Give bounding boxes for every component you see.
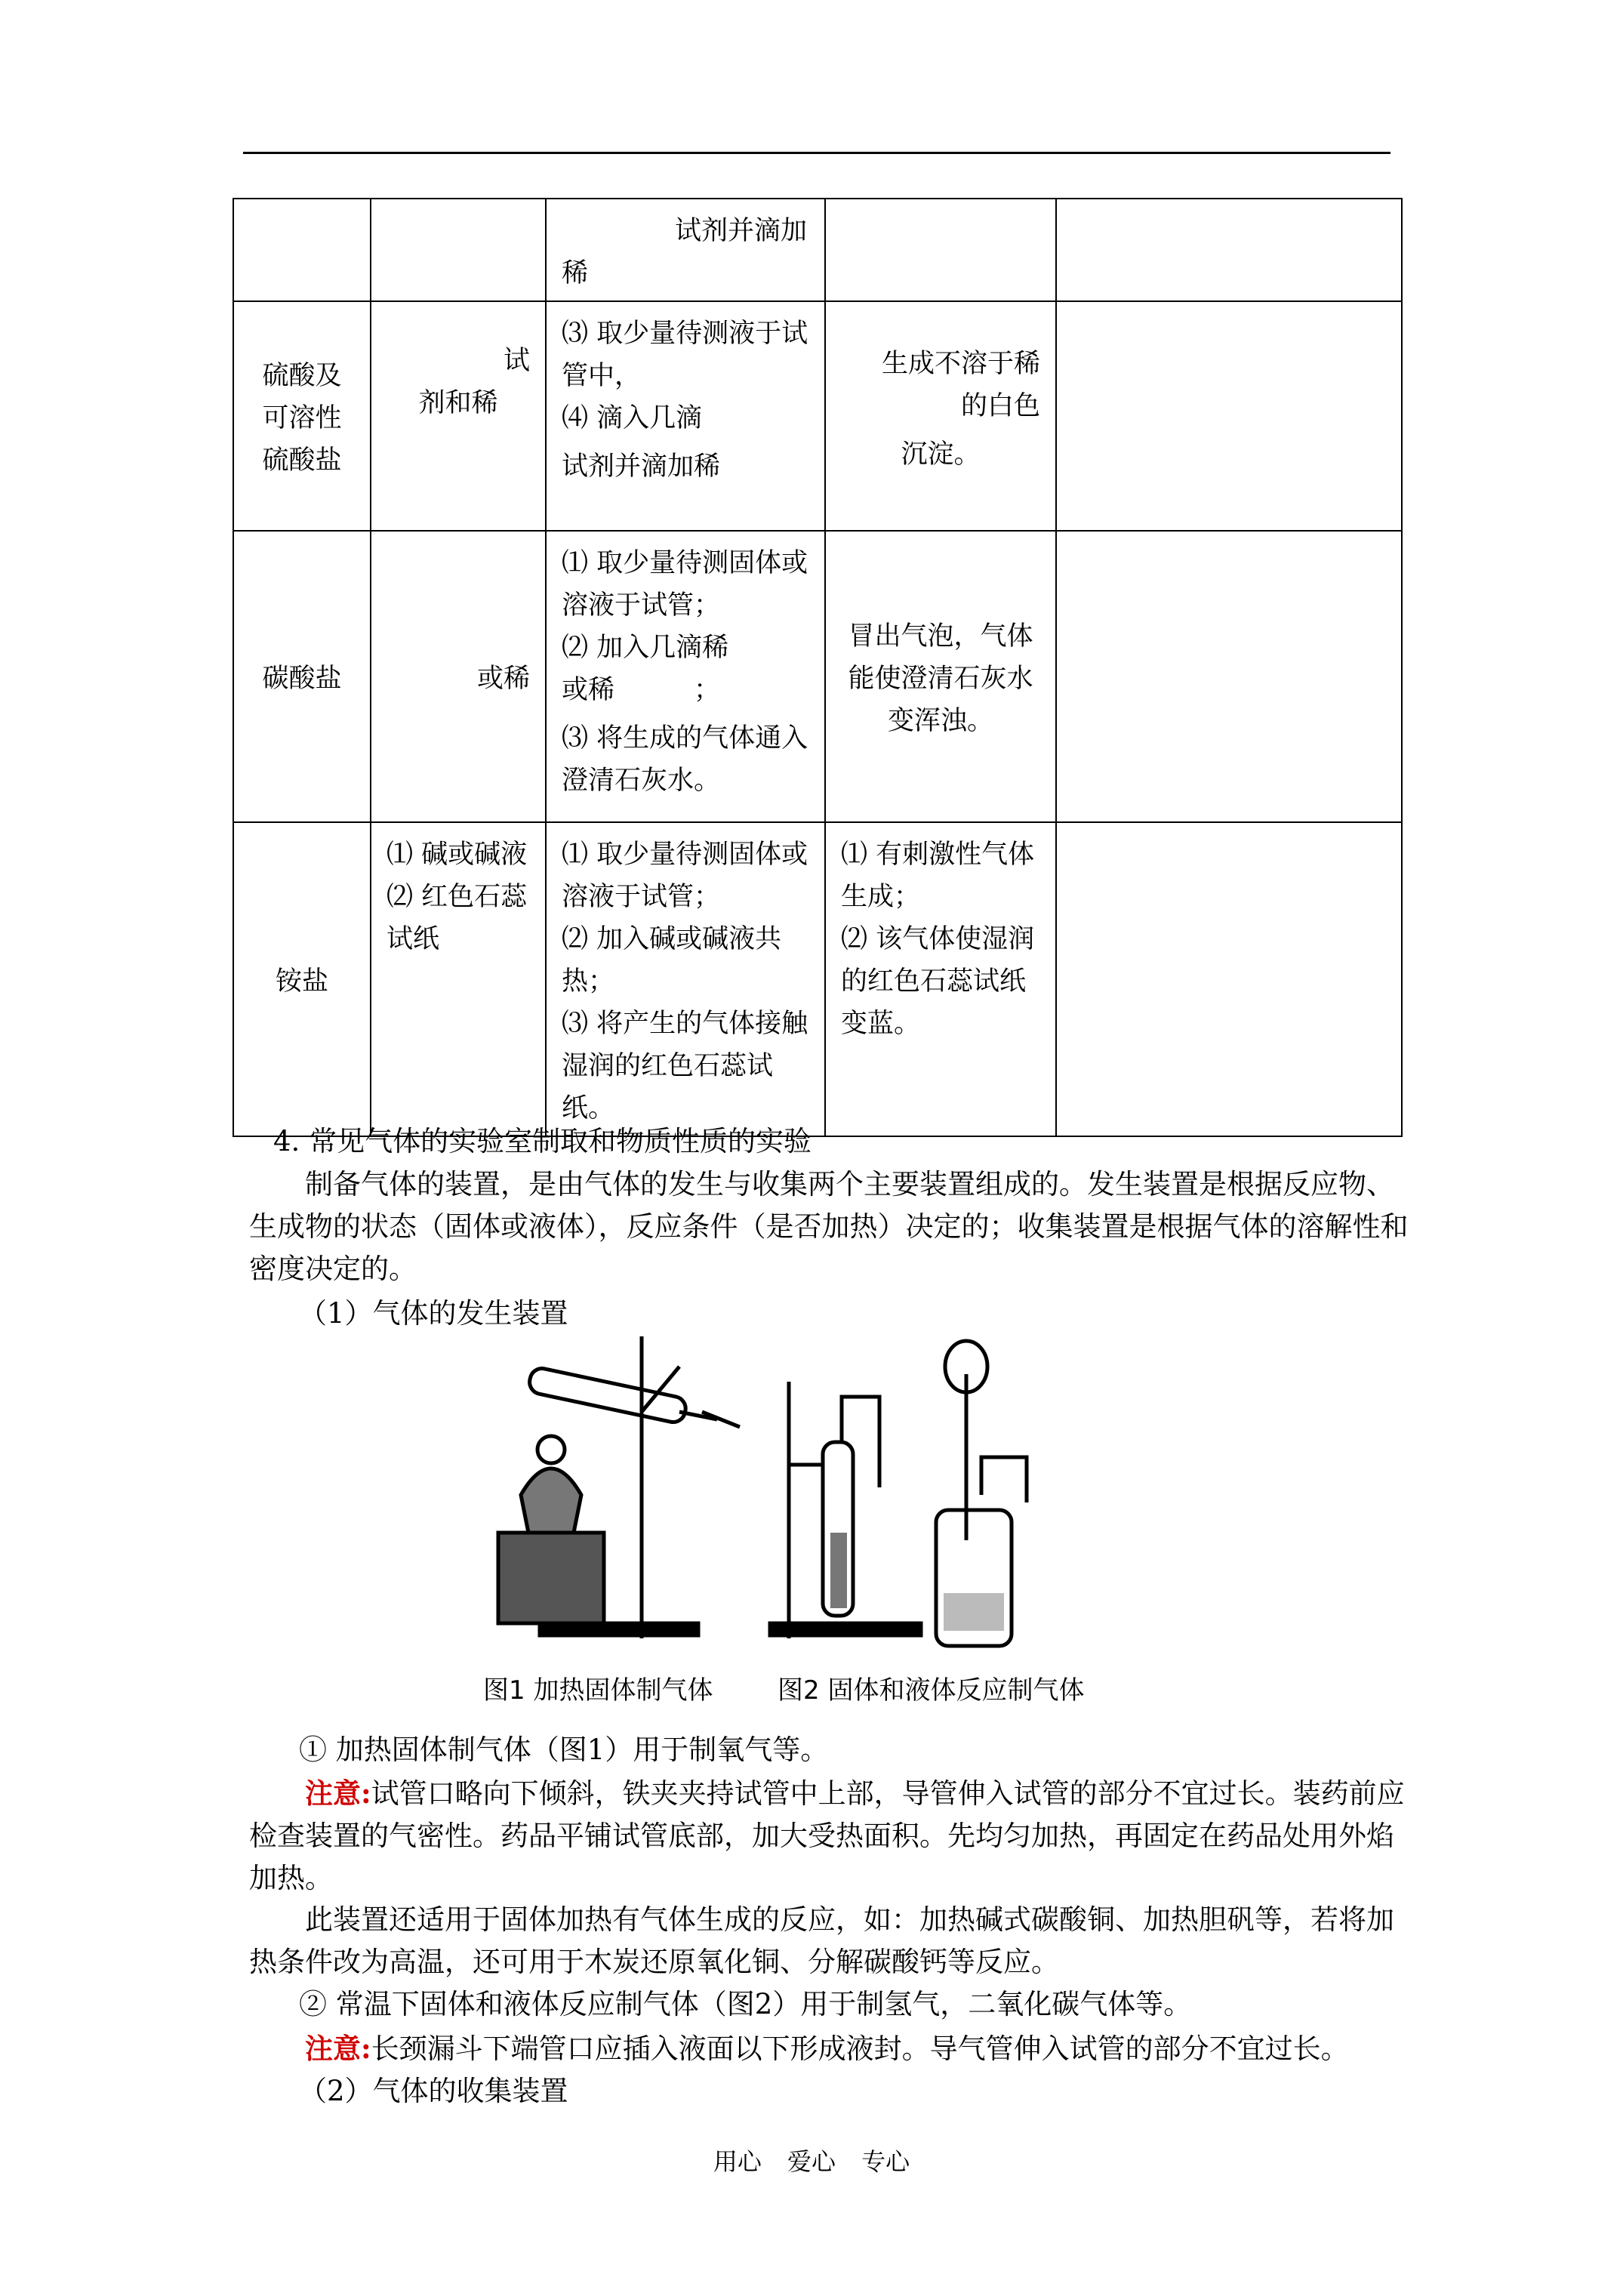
method-line: 稀 [562,258,589,288]
method-line: 试剂并滴加 [675,216,808,246]
method-line: ⑵ 加入碱或碱液共热； [562,924,782,997]
cell-phenomenon [825,822,1056,1136]
reagent-line: ⑵ 红色石蕊试纸 [387,882,528,954]
cell-reagent [371,822,546,1136]
figure1-caption: 图1 加热固体制气体 [483,1675,713,1706]
table-row [233,531,1402,822]
table-row [233,822,1402,1136]
method-line: ⑴ 取少量待测固体或溶液于试管； [562,548,808,621]
apparatus-figure [453,1321,1132,1714]
method-line: ⑶ 将产生的气体接触湿润的红色石蕊试纸。 [562,1009,808,1123]
phenomenon-line: 的白色 [960,391,1040,421]
method-line: ⑶ 取少量待测液于试管中， [562,319,808,391]
cell-remark [1056,822,1402,1136]
cell-substance: 铵盐 [233,822,371,1136]
method-line: ⑵ 加入几滴稀 [562,633,729,663]
cell-remark [1056,531,1402,822]
note-text: 长颈漏斗下端管口应插入液面以下形成液封。导气管伸入试管的部分不宜过长。 [371,2032,1349,2065]
note-label: 注意: [305,2032,371,2065]
table-row [233,199,1402,301]
phenomenon-line: ⑴ 有刺激性气体生成； [841,840,1035,912]
cell-reagent [371,199,546,301]
reagent-line: 剂和稀 [418,388,498,418]
method-line: ⑴ 取少量待测固体或溶液于试管； [562,840,808,912]
section-heading: 4. 常见气体的实验室制取和物质性质的实验 [273,1125,812,1157]
identification-table [233,198,1403,1137]
cell-method [546,199,825,301]
figure2-caption: 图2 固体和液体反应制气体 [778,1675,1085,1706]
cell-phenomenon [825,531,1056,822]
note-solid-liquid [249,2027,1419,2070]
table-row [233,301,1402,531]
subheading-collection: （2）气体的收集装置 [299,2075,568,2107]
cell-method [546,822,825,1136]
method-line: ⑷ 滴入几滴 [562,403,703,433]
note-heating-solid [249,1772,1419,1900]
phenomenon-line: 生成不溶于稀 [881,349,1040,379]
reagent-line: ⑴ 碱或碱液 [387,840,528,870]
header-rule [243,152,1390,154]
page-footer: 用心 爱心 专心 [713,2147,910,2176]
cell-remark [1056,199,1402,301]
figure2-solid-liquid-apparatus [770,1341,1027,1646]
figure1-heating-apparatus [498,1336,740,1638]
cell-phenomenon [825,199,1056,301]
phenomenon-line: 沉淀。 [901,439,981,470]
reagent-line: 或稀 [476,664,530,694]
method-line: ⑶ 将生成的气体通入澄清石灰水。 [562,723,808,796]
method-line: 或稀 ； [562,675,721,705]
cell-method [546,531,825,822]
apparatus-uses-paragraph: 此装置还适用于固体加热有气体生成的反应，如：加热碱式碳酸铜、加热胆矾等，若将加热条件改为高温，还可用于木炭还原氧化铜、分解碳酸钙等反应。 [249,1903,1394,1978]
method-line: 试剂并滴加稀 [562,451,721,482]
intro-paragraph: 制备气体的装置，是由气体的发生与收集两个主要装置组成的。发生装置是根据反应物、生成物的状态（固体或液体），反应条件（是否加热）决定的；收集装置是根据气体的溶解性和密度决定的。 [249,1168,1409,1285]
reagent-line: 试 [503,346,530,376]
subheading-generation: （1）气体的发生装置 [299,1297,568,1330]
item-heating-solid: ① 加热固体制气体（图1）用于制氧气等。 [299,1734,829,1766]
phenomenon-line: 冒出气泡，气体能使澄清石灰水变浑浊。 [848,621,1033,736]
cell-phenomenon [825,301,1056,531]
phenomenon-line: ⑵ 该气体使湿润的红色石蕊试纸变蓝。 [841,924,1035,1039]
cell-substance: 硫酸及 可溶性 硫酸盐 [233,301,371,531]
item-solid-liquid: ② 常温下固体和液体反应制气体（图2）用于制氢气，二氧化碳气体等。 [299,1988,1192,2020]
cell-substance [233,199,371,301]
note-label: 注意: [305,1777,371,1810]
cell-substance: 碳酸盐 [233,531,371,822]
cell-reagent [371,531,546,822]
note-text: 试管口略向下倾斜，铁夹夹持试管中上部，导管伸入试管的部分不宜过长。装药前应检查装置的气密性。药品平铺试管底部，加大受热面积。先均匀加热，再固定在药品处用外焰加热。 [249,1777,1405,1894]
cell-method [546,301,825,531]
cell-remark [1056,301,1402,531]
cell-reagent [371,301,546,531]
